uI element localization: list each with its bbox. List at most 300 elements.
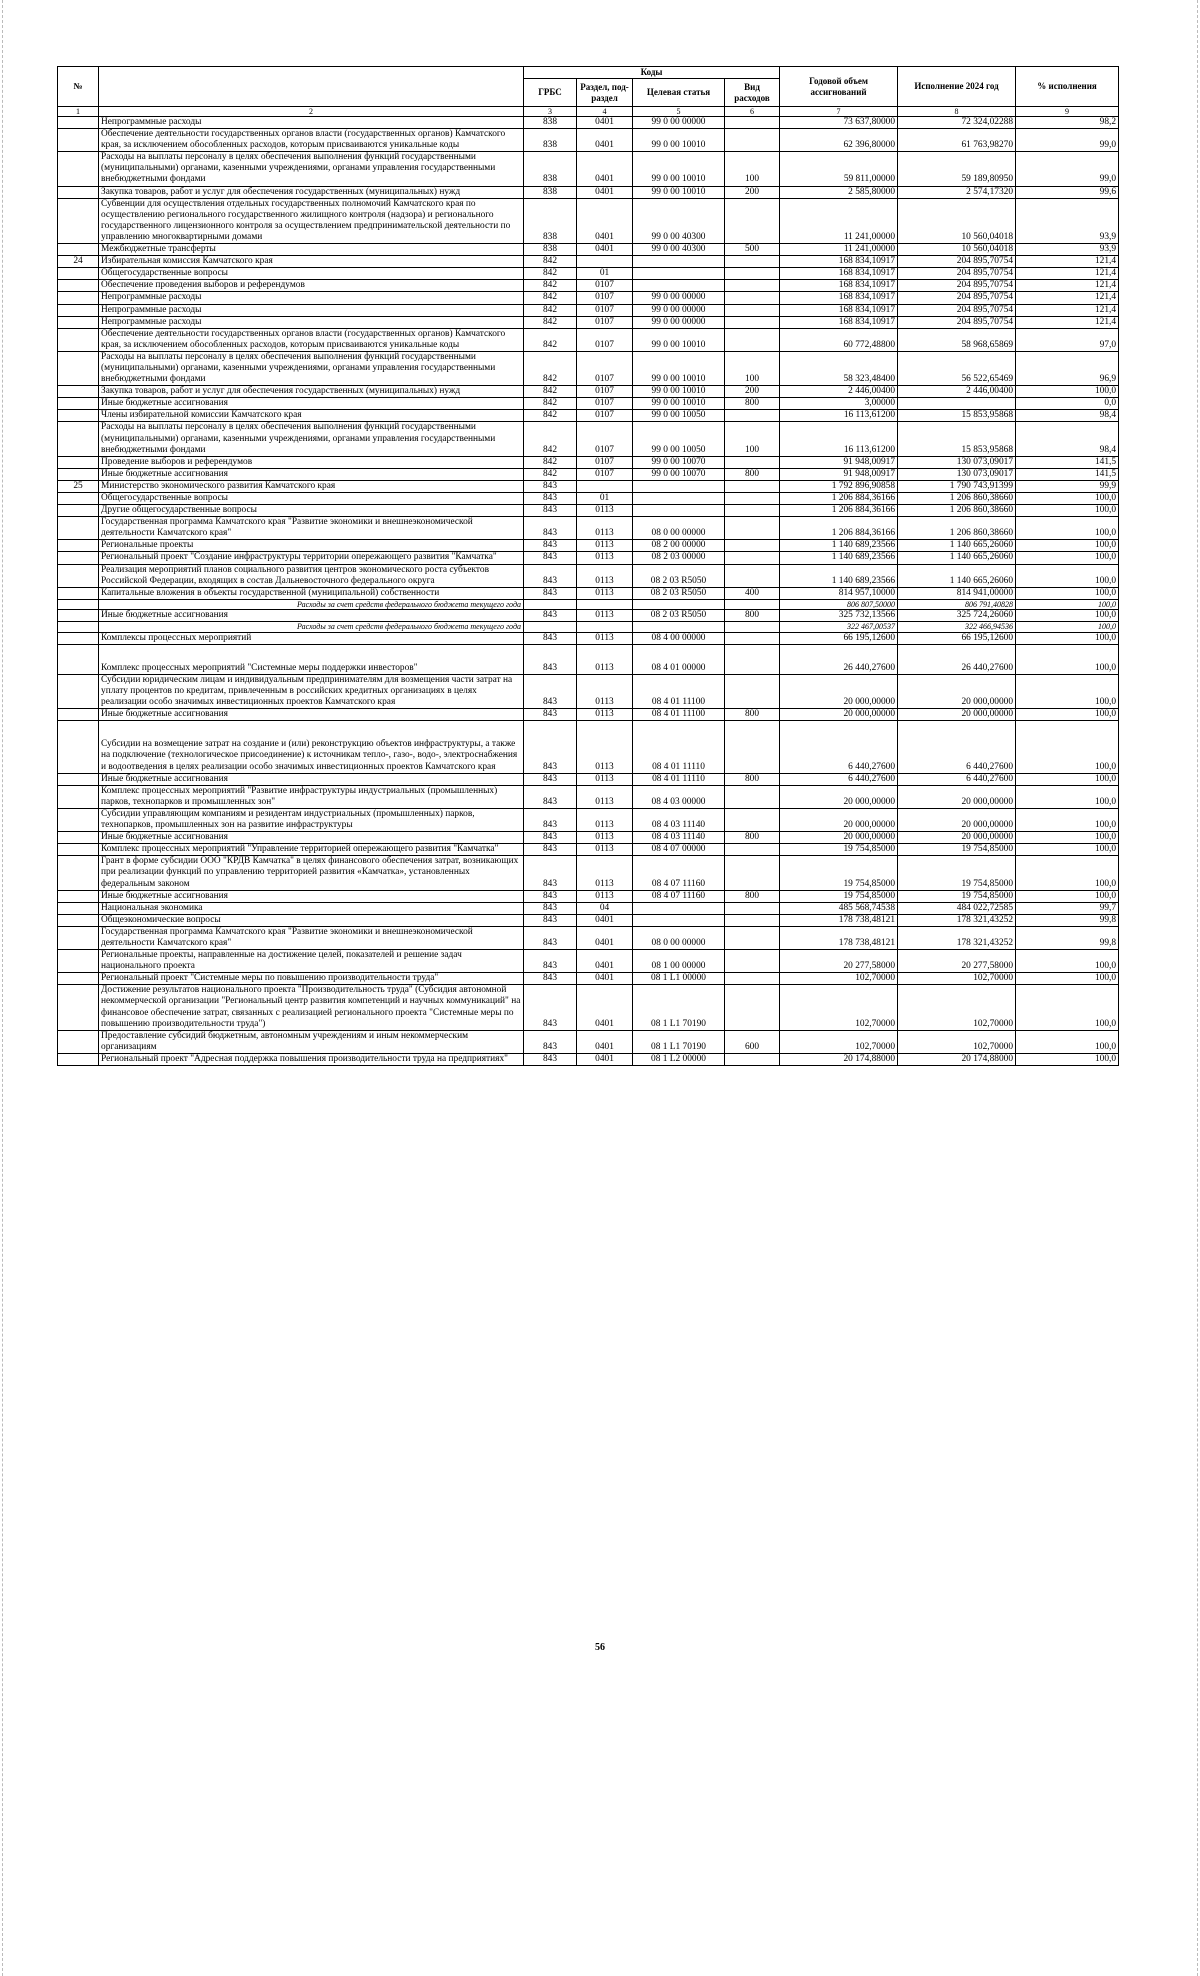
row-percent: 100,0 [1016,1053,1119,1065]
row-target-article: 08 4 03 00000 [633,785,725,808]
table-row [58,622,1119,632]
row-expense-type [725,564,780,587]
row-percent: 100,0 [1016,856,1119,890]
row-number [58,890,99,902]
row-execution-amount: 204 895,70754 [898,268,1016,280]
row-target-article: 08 2 03 R5050 [633,610,725,622]
page-edge-left [2,0,3,1976]
row-execution-amount: 204 895,70754 [898,292,1016,304]
row-name: Капитальные вложения в объекты государственной (муниципальной) собственности [99,587,524,599]
row-target-article: 08 4 01 11100 [633,709,725,721]
header-name [99,67,524,107]
row-percent: 99,8 [1016,914,1119,926]
row-name: Региональный проект "Адресная поддержка повышения производительности труда на предприятиях" [99,1053,524,1065]
row-target-article: 99 0 00 40300 [633,198,725,243]
row-section: 0401 [577,152,633,186]
row-grbs: 842 [524,456,577,468]
header-target: Целевая статья [633,79,725,107]
table-row [58,632,1119,644]
row-execution-amount: 66 195,12600 [898,632,1016,644]
row-annual-amount: 168 834,10917 [780,304,898,316]
row-annual-amount: 2 446,00400 [780,386,898,398]
row-name: Иные бюджетные ассигнования [99,773,524,785]
row-expense-type [725,632,780,644]
row-expense-type: 500 [725,244,780,256]
row-expense-type [725,129,780,152]
row-grbs: 843 [524,564,577,587]
row-annual-amount: 102,70000 [780,1030,898,1053]
row-percent: 100,0 [1016,644,1119,674]
table-row [58,410,1119,422]
row-name: Обеспечение деятельности государственных органов власти (государственных органов) Камчатского края, за исключением обособленных расходов, которым присваиваются уникальные коды [99,129,524,152]
row-name: Расходы на выплаты персоналу в целях обеспечения выполнения функций государственными (муниципальными) органами, казенными учреждениями, органами управления государственными внебюджетными фондами [99,351,524,385]
row-target-article: 99 0 00 10010 [633,129,725,152]
row-name: Проведение выборов и референдумов [99,456,524,468]
header-grbs: ГРБС [524,79,577,107]
row-name: Закупка товаров, работ и услуг для обеспечения государственных (муниципальных) нужд [99,186,524,198]
row-percent: 100,0 [1016,890,1119,902]
row-expense-type [725,644,780,674]
row-target-article: 99 0 00 00000 [633,292,725,304]
row-execution-amount: 1 140 665,26060 [898,552,1016,564]
row-percent: 100,0 [1016,610,1119,622]
row-number [58,410,99,422]
row-section: 0113 [577,832,633,844]
row-name: Непрограммные расходы [99,316,524,328]
row-grbs [524,599,577,609]
row-percent: 121,4 [1016,292,1119,304]
row-annual-amount: 58 323,48400 [780,351,898,385]
row-execution-amount: 130 073,09017 [898,468,1016,480]
row-number [58,808,99,831]
row-execution-amount: 10 560,04018 [898,244,1016,256]
row-grbs: 843 [524,552,577,564]
table-row [58,328,1119,351]
row-grbs: 843 [524,985,577,1030]
row-grbs: 843 [524,832,577,844]
row-annual-amount: 168 834,10917 [780,316,898,328]
row-number [58,599,99,609]
row-annual-amount: 16 113,61200 [780,410,898,422]
row-name: Иные бюджетные ассигнования [99,890,524,902]
row-target-article: 08 2 03 R5050 [633,564,725,587]
row-number [58,914,99,926]
row-percent: 100,0 [1016,832,1119,844]
row-name: Государственная программа Камчатского края "Развитие экономики и внешнеэкономической деятельности Камчатского края" [99,926,524,949]
row-expense-type [725,599,780,609]
row-annual-amount: 322 467,00537 [780,622,898,632]
row-target-article: 99 0 00 10010 [633,152,725,186]
row-target-article: 08 2 00 00000 [633,540,725,552]
table-row [58,552,1119,564]
table-row [58,644,1119,674]
row-number [58,564,99,587]
column-number: 2 [99,107,524,117]
row-name: Иные бюджетные ассигнования [99,709,524,721]
row-execution-amount: 1 140 665,26060 [898,540,1016,552]
row-number: 24 [58,256,99,268]
table-row [58,844,1119,856]
row-annual-amount: 59 811,00000 [780,152,898,186]
row-number [58,721,99,773]
row-expense-type: 100 [725,152,780,186]
row-section: 0107 [577,398,633,410]
row-target-article: 99 0 00 10070 [633,456,725,468]
header-no: № [58,67,99,107]
row-target-article: 08 2 03 R5050 [633,587,725,599]
table-row [58,117,1119,129]
column-number: 6 [725,107,780,117]
row-execution-amount: 20 000,00000 [898,832,1016,844]
row-grbs [524,622,577,632]
row-number [58,268,99,280]
row-section: 0401 [577,914,633,926]
table-row [58,587,1119,599]
row-execution-amount: 204 895,70754 [898,304,1016,316]
row-grbs: 843 [524,709,577,721]
row-annual-amount: 102,70000 [780,973,898,985]
row-target-article: 08 2 03 00000 [633,552,725,564]
row-expense-type [725,552,780,564]
row-grbs: 842 [524,386,577,398]
row-grbs: 842 [524,280,577,292]
row-annual-amount: 66 195,12600 [780,632,898,644]
row-number: 25 [58,480,99,492]
row-name: Региональный проект "Создание инфраструктуры территории опережающего развития "Камчатка" [99,552,524,564]
row-section: 04 [577,902,633,914]
row-target-article: 08 4 03 11140 [633,808,725,831]
row-expense-type [725,480,780,492]
row-expense-type: 800 [725,398,780,410]
row-grbs: 843 [524,540,577,552]
row-number [58,316,99,328]
row-grbs: 838 [524,152,577,186]
row-name: Региональный проект "Системные меры по повышению производительности труда" [99,973,524,985]
row-number [58,386,99,398]
row-grbs: 843 [524,675,577,709]
row-target-article: 08 1 L1 70190 [633,985,725,1030]
row-percent: 100,0 [1016,675,1119,709]
row-annual-amount: 325 732,13566 [780,610,898,622]
header-section: Раздел, под-раздел [577,79,633,107]
row-name: Расходы на выплаты персоналу в целях обеспечения выполнения функций государственными (муниципальными) органами, казенными учреждениями, органами управления государственными внебюджетными фондами [99,422,524,456]
row-section: 0107 [577,280,633,292]
row-annual-amount: 814 957,10000 [780,587,898,599]
row-number [58,1053,99,1065]
row-execution-amount: 10 560,04018 [898,198,1016,243]
row-percent: 100,0 [1016,844,1119,856]
row-section: 0113 [577,517,633,540]
row-name: Реализация мероприятий планов социального развития центров экономического роста субъектов Российской Федерации, входящих в состав Дальневосточного федерального округа [99,564,524,587]
row-expense-type [725,256,780,268]
row-execution-amount: 20 277,58000 [898,950,1016,973]
row-name: Общеэкономические вопросы [99,914,524,926]
row-expense-type: 800 [725,832,780,844]
row-annual-amount: 178 738,48121 [780,926,898,949]
row-number [58,985,99,1030]
table-row [58,709,1119,721]
row-section: 0107 [577,304,633,316]
table-row [58,610,1119,622]
row-section: 0401 [577,117,633,129]
row-percent: 98,2 [1016,117,1119,129]
row-annual-amount: 168 834,10917 [780,292,898,304]
table-row [58,304,1119,316]
row-execution-amount: 325 724,26060 [898,610,1016,622]
table-row [58,973,1119,985]
row-number [58,517,99,540]
row-percent: 141,5 [1016,456,1119,468]
row-name: Иные бюджетные ассигнования [99,610,524,622]
row-expense-type [725,914,780,926]
row-percent: 100,0 [1016,773,1119,785]
row-annual-amount: 806 807,50000 [780,599,898,609]
table-row [58,914,1119,926]
table-row [58,926,1119,949]
row-target-article: 08 0 00 00000 [633,517,725,540]
row-target-article: 08 4 07 11160 [633,890,725,902]
header-codes: Коды [524,67,780,79]
row-target-article: 99 0 00 10070 [633,468,725,480]
row-number [58,129,99,152]
row-expense-type [725,721,780,773]
row-expense-type: 200 [725,386,780,398]
row-number [58,493,99,505]
row-section [577,599,633,609]
row-percent: 99,6 [1016,186,1119,198]
row-annual-amount: 168 834,10917 [780,268,898,280]
row-name: Региональные проекты [99,540,524,552]
row-percent: 121,4 [1016,304,1119,316]
row-name: Непрограммные расходы [99,117,524,129]
row-annual-amount: 178 738,48121 [780,914,898,926]
row-name: Достижение результатов национального проекта "Производительность труда" (Субсидия автономной некоммерческой организации "Региональный центр развития компетенций и научных коммуникаций" на финансовое обеспечение затрат, связанных с реализацией регионального проекта "Системные меры по повышению производительности труда") [99,985,524,1030]
row-target-article [633,505,725,517]
row-name: Непрограммные расходы [99,292,524,304]
row-execution-amount: 130 073,09017 [898,456,1016,468]
row-target-article [633,599,725,609]
row-execution-amount: 102,70000 [898,1030,1016,1053]
row-expense-type: 200 [725,186,780,198]
row-section: 0113 [577,785,633,808]
row-section [577,256,633,268]
table-row [58,480,1119,492]
table-row [58,129,1119,152]
row-number [58,422,99,456]
row-grbs: 843 [524,973,577,985]
row-percent: 99,7 [1016,902,1119,914]
row-target-article: 99 0 00 10010 [633,351,725,385]
row-target-article: 08 4 07 00000 [633,844,725,856]
row-grbs: 838 [524,117,577,129]
page-number: 56 [595,1642,605,1653]
row-target-article: 99 0 00 10010 [633,398,725,410]
row-target-article [633,914,725,926]
table-row [58,456,1119,468]
row-expense-type [725,785,780,808]
row-expense-type: 400 [725,587,780,599]
row-annual-amount: 26 440,27600 [780,644,898,674]
row-percent: 99,0 [1016,152,1119,186]
row-number [58,902,99,914]
row-section: 0401 [577,186,633,198]
row-target-article [633,268,725,280]
row-execution-amount: 15 853,95868 [898,410,1016,422]
row-percent: 93,9 [1016,198,1119,243]
row-execution-amount [898,398,1016,410]
row-execution-amount: 6 440,27600 [898,721,1016,773]
row-expense-type [725,292,780,304]
row-execution-amount: 20 000,00000 [898,808,1016,831]
row-section: 0107 [577,468,633,480]
row-number [58,856,99,890]
row-number [58,709,99,721]
row-execution-amount: 102,70000 [898,985,1016,1030]
row-expense-type [725,505,780,517]
row-percent: 100,0 [1016,599,1119,609]
row-target-article [633,280,725,292]
row-annual-amount: 20 000,00000 [780,709,898,721]
row-percent: 100,0 [1016,785,1119,808]
row-grbs: 838 [524,198,577,243]
row-execution-amount: 1 140 665,26060 [898,564,1016,587]
row-execution-amount: 15 853,95868 [898,422,1016,456]
row-section: 0113 [577,721,633,773]
column-number: 9 [1016,107,1119,117]
row-annual-amount: 20 000,00000 [780,785,898,808]
row-target-article: 99 0 00 10010 [633,186,725,198]
row-expense-type [725,117,780,129]
row-name: Субсидии юридическим лицам и индивидуальным предпринимателям для возмещения части затрат на уплату процентов по кредитам, привлеченным в российских кредитных организациях в целях реализации особо значимых инвестиционных проектов Камчатского края [99,675,524,709]
row-number [58,552,99,564]
row-annual-amount: 1 206 884,36166 [780,505,898,517]
row-grbs: 843 [524,926,577,949]
row-section: 0113 [577,564,633,587]
row-expense-type [725,950,780,973]
row-target-article: 08 4 01 11110 [633,773,725,785]
row-name: Члены избирательной комиссии Камчатского края [99,410,524,422]
row-name: Другие общегосударственные вопросы [99,505,524,517]
row-section: 0107 [577,386,633,398]
row-number [58,398,99,410]
table-row [58,950,1119,973]
row-annual-amount: 91 948,00917 [780,468,898,480]
row-annual-amount: 11 241,00000 [780,198,898,243]
row-annual-amount: 1 140 689,23566 [780,564,898,587]
row-execution-amount: 61 763,98270 [898,129,1016,152]
row-section [577,622,633,632]
row-grbs: 843 [524,914,577,926]
row-target-article: 08 1 00 00000 [633,950,725,973]
row-grbs: 843 [524,721,577,773]
row-execution-amount: 20 000,00000 [898,709,1016,721]
row-name: Избирательная комиссия Камчатского края [99,256,524,268]
row-execution-amount: 1 206 860,38660 [898,517,1016,540]
row-percent: 98,4 [1016,410,1119,422]
row-percent: 100,0 [1016,721,1119,773]
row-grbs: 843 [524,632,577,644]
row-annual-amount: 485 568,74538 [780,902,898,914]
row-section: 0107 [577,316,633,328]
row-annual-amount: 20 000,00000 [780,675,898,709]
row-target-article: 99 0 00 10010 [633,328,725,351]
row-expense-type: 800 [725,773,780,785]
table-row [58,468,1119,480]
row-grbs: 843 [524,785,577,808]
row-grbs: 842 [524,268,577,280]
row-percent: 100,0 [1016,950,1119,973]
row-section: 01 [577,493,633,505]
row-grbs: 843 [524,610,577,622]
row-grbs: 842 [524,468,577,480]
row-number [58,610,99,622]
row-annual-amount: 2 585,80000 [780,186,898,198]
row-percent: 100,0 [1016,540,1119,552]
table-row [58,292,1119,304]
row-section: 0113 [577,856,633,890]
row-number [58,186,99,198]
row-execution-amount: 102,70000 [898,973,1016,985]
row-execution-amount: 204 895,70754 [898,280,1016,292]
row-name: Государственная программа Камчатского края "Развитие экономики и внешнеэкономической деятельности Камчатского края" [99,517,524,540]
row-expense-type [725,198,780,243]
row-annual-amount: 1 206 884,36166 [780,517,898,540]
row-execution-amount: 20 000,00000 [898,675,1016,709]
row-section: 0401 [577,244,633,256]
row-number [58,468,99,480]
row-execution-amount: 806 791,40828 [898,599,1016,609]
row-section: 01 [577,268,633,280]
row-name: Закупка товаров, работ и услуг для обеспечения государственных (муниципальных) нужд [99,386,524,398]
row-execution-amount: 814 941,00000 [898,587,1016,599]
row-annual-amount: 91 948,00917 [780,456,898,468]
row-name: Межбюджетные трансферты [99,244,524,256]
row-percent: 100,0 [1016,505,1119,517]
table-row [58,152,1119,186]
table-row [58,890,1119,902]
table-row [58,268,1119,280]
row-number [58,456,99,468]
row-annual-amount: 60 772,48800 [780,328,898,351]
row-percent: 100,0 [1016,552,1119,564]
row-section: 0401 [577,973,633,985]
row-expense-type: 800 [725,610,780,622]
row-expense-type: 800 [725,890,780,902]
row-name: Предоставление субсидий бюджетным, автономным учреждениям и иным некоммерческим организациям [99,1030,524,1053]
row-grbs: 838 [524,186,577,198]
row-percent: 100,0 [1016,493,1119,505]
table-row [58,517,1119,540]
row-expense-type [725,268,780,280]
row-grbs: 842 [524,316,577,328]
row-annual-amount: 3,00000 [780,398,898,410]
row-percent: 100,0 [1016,386,1119,398]
row-number [58,950,99,973]
row-target-article [633,622,725,632]
row-name: Грант в форме субсидии ООО "КРДВ Камчатка" в целях финансового обеспечения затрат, возникающих при реализации функций по управлению территорией развития «Камчатка», установленных федеральным законом [99,856,524,890]
row-grbs: 843 [524,1053,577,1065]
row-execution-amount: 484 022,72585 [898,902,1016,914]
row-expense-type [725,410,780,422]
table-body [58,117,1119,1066]
table-row [58,316,1119,328]
row-grbs: 843 [524,644,577,674]
row-target-article [633,493,725,505]
row-expense-type [725,540,780,552]
row-section: 0401 [577,129,633,152]
row-annual-amount: 19 754,85000 [780,890,898,902]
table-row [58,1053,1119,1065]
